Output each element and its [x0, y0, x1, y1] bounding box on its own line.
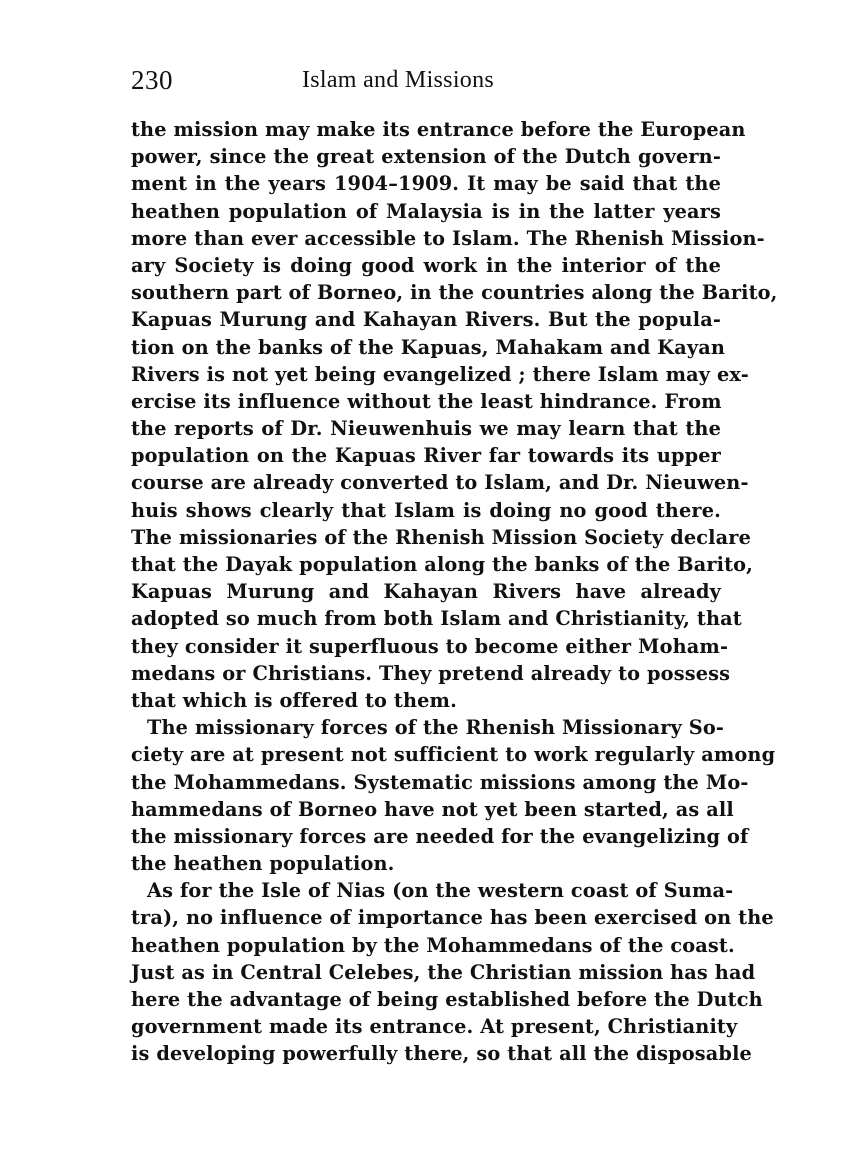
text-line: tra), no influence of importance has been exercised on the: [131, 906, 774, 930]
text-line: population on the Kapuas River far towards its upper: [131, 444, 721, 468]
text-line: the mission may make its entrance before the European: [131, 118, 746, 141]
text-line: hammedans of Borneo have not yet been started, as all: [131, 797, 734, 821]
page-header: [131, 62, 721, 98]
text-line: adopted so much from both Islam and Christianity, that: [131, 607, 742, 631]
text-line: the missionary forces are needed for the evangelizing of: [131, 824, 749, 848]
text-line-paragraph-start: The missionary forces of the Rhenish Missionary So-: [147, 716, 725, 740]
text-line: southern part of Borneo, in the countries along the Barito,: [131, 281, 778, 305]
page-number: 230: [131, 65, 173, 95]
text-line: they consider it superfluous to become either Moham-: [131, 634, 729, 658]
text-line: heathen population by the Mohammedans of the coast.: [131, 933, 735, 957]
text-line: The missionaries of the Rhenish Mission Society declare: [131, 525, 752, 549]
text-line: power, since the great extension of the Dutch govern-: [131, 145, 721, 169]
text-line: ary Society is doing good work in the interior of the: [131, 253, 721, 277]
text-line: the reports of Dr. Nieuwenhuis we may learn that the: [131, 417, 721, 441]
text-line: course are already converted to Islam, and Dr. Nieuwen-: [131, 471, 749, 495]
text-line: ment in the years 1904–1909. It may be said that the: [131, 172, 721, 196]
text-line-paragraph-end: the heathen population.: [131, 852, 395, 876]
text-line: Kapuas Murung and Kahayan Rivers have already: [131, 580, 721, 604]
text-line: huis shows clearly that Islam is doing no good there.: [131, 498, 721, 522]
text-line: tion on the banks of the Kapuas, Mahakam and Kayan: [131, 335, 726, 359]
text-line: Just as in Central Celebes, the Christian mission has had: [131, 960, 756, 984]
text-line: medans or Christians. They pretend already to possess: [131, 661, 731, 685]
text-line-paragraph-end: that which is offered to them.: [131, 688, 457, 712]
text-line: ciety are at present not sufficient to work regularly among: [131, 743, 776, 767]
text-line: here the advantage of being established before the Dutch: [131, 988, 763, 1011]
text-line: more than ever accessible to Islam. The Rhenish Mission-: [131, 226, 765, 250]
text-line: government made its entrance. At present, Christianity: [131, 1015, 738, 1039]
text-line: Rivers is not yet being evangelized ; there Islam may ex-: [131, 362, 749, 386]
body-text: [131, 116, 778, 1068]
text-line: Kapuas Murung and Kahayan Rivers. But the popula-: [131, 308, 721, 332]
text-line-paragraph-start: As for the Isle of Nias (on the western coast of Suma-: [147, 879, 734, 903]
text-line: is developing powerfully there, so that all the disposable: [131, 1042, 752, 1066]
text-line: ercise its influence without the least hindrance. From: [131, 389, 722, 413]
text-line: that the Dayak population along the banks of the Barito,: [131, 553, 754, 576]
text-line: heathen population of Malaysia is in the latter years: [131, 199, 721, 223]
text-line: the Mohammedans. Systematic missions among the Mo-: [131, 770, 749, 794]
running-head: Islam and Missions: [301, 67, 495, 93]
